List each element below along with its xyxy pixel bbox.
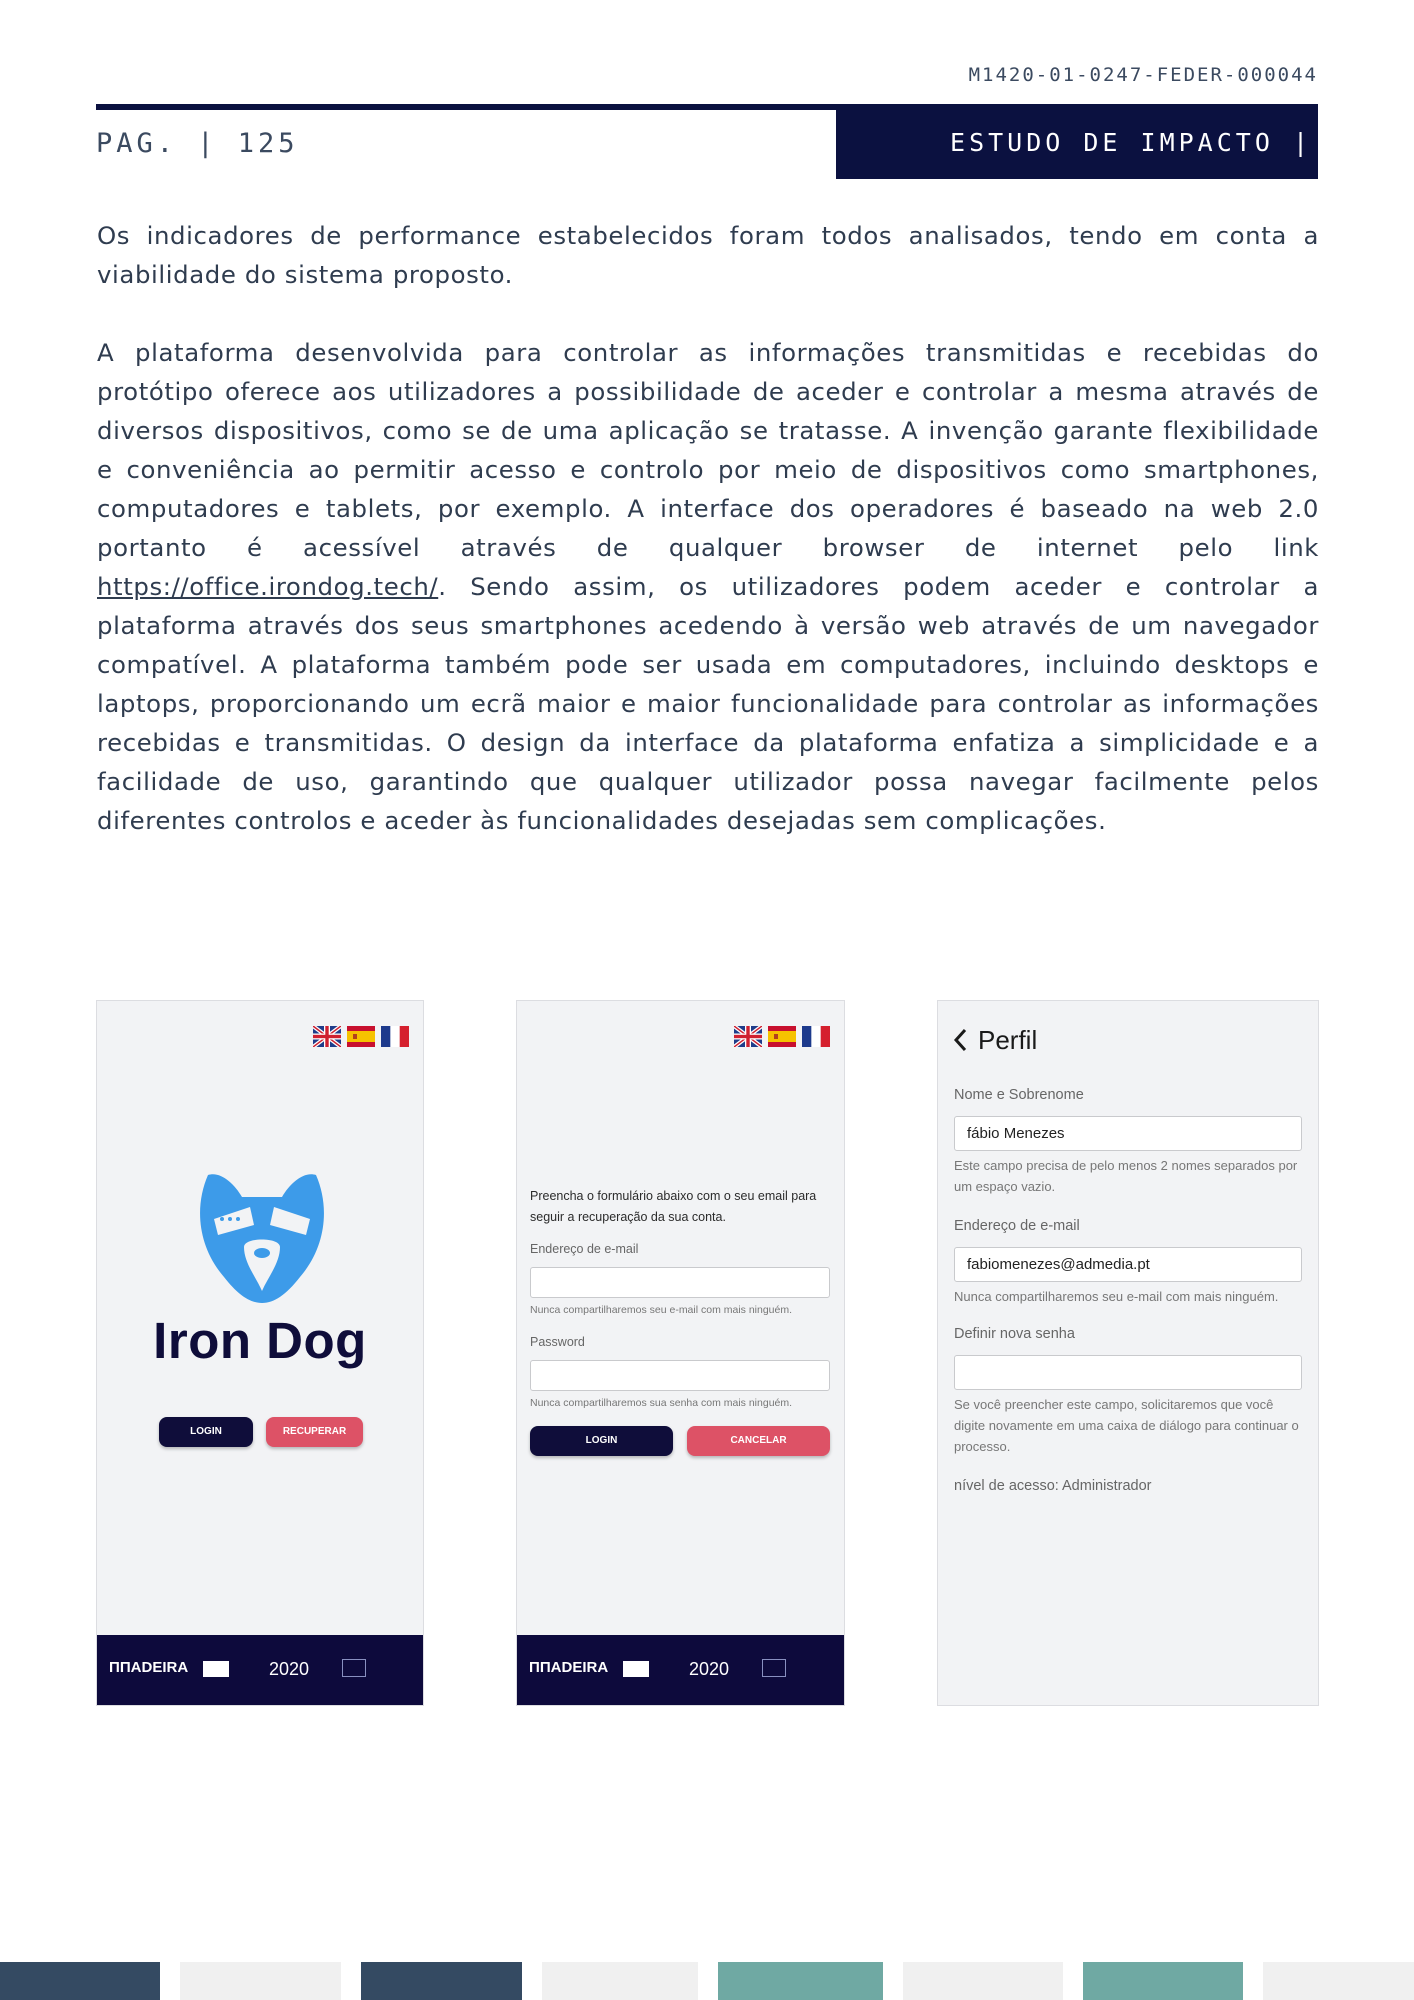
footer-block xyxy=(361,1962,522,2000)
platform-link[interactable]: https://office.irondog.tech/ xyxy=(97,572,439,601)
email-input[interactable] xyxy=(530,1267,830,1298)
footer-block xyxy=(903,1962,1063,2000)
brand-name: Iron Dog xyxy=(153,1312,367,1369)
portugal-2020-logo: 2020 xyxy=(689,1659,730,1679)
document-number: M1420-01-0247-FEDER-000044 xyxy=(968,64,1318,86)
password-help: Se você preencher este campo, solicitaremos que você digite novamente em uma caixa de diálogo para continuar o processo. xyxy=(954,1397,1299,1454)
madeira-logo: ΠΠADEIRA xyxy=(529,1659,609,1676)
recover-intro: Preencha o formulário abaixo com o seu email para seguir a recuperação da sua conta. xyxy=(530,1189,817,1224)
login-screen xyxy=(96,1000,424,1706)
language-flags xyxy=(313,1026,409,1047)
footer-block xyxy=(180,1962,341,2000)
uk-flag-icon[interactable] xyxy=(734,1026,762,1047)
eu-logo xyxy=(342,1659,366,1677)
recover-button[interactable]: RECUPERAR xyxy=(266,1417,363,1447)
email-label: Endereço de e-mail xyxy=(954,1218,1080,1234)
spain-flag-icon[interactable] xyxy=(347,1026,375,1047)
cancel-button[interactable]: CANCELAR xyxy=(687,1426,830,1456)
password-help: Nunca compartilharemos sua senha com mais ninguém. xyxy=(530,1397,793,1409)
password-label: Password xyxy=(530,1335,585,1349)
page-number: PAG. | 125 xyxy=(96,128,299,159)
email-label: Endereço de e-mail xyxy=(530,1242,639,1256)
email-help: Nunca compartilharemos seu e-mail com mais ninguém. xyxy=(530,1304,793,1316)
uk-flag-icon[interactable] xyxy=(313,1026,341,1047)
funding-footer xyxy=(97,1635,423,1705)
name-label: Nome e Sobrenome xyxy=(954,1087,1084,1103)
email-help: Nunca compartilharemos seu e-mail com mais ninguém. xyxy=(954,1289,1279,1304)
paragraph-platform-part1: A plataforma desenvolvida para controlar as informações transmitidas e recebidas do protótipo oferece aos utilizadores a possibilidade de aceder e controlar a mesma através de diversos dispositivos, como se de uma aplicação se tratasse. A invenção garante flexibilidade e conveniência ao permitir acesso e controlo por meio de dispositivos como smartphones, computadores e tablets, por exemplo. A interface dos operadores é baseado na web 2.0 portanto é acessível através de qualquer browser de internet pelo link xyxy=(97,338,1319,562)
section-title: ESTUDO DE IMPACTO | xyxy=(836,104,1318,179)
footer-block xyxy=(1263,1962,1414,2000)
new-password-label: Definir nova senha xyxy=(954,1326,1075,1342)
republic-logo xyxy=(623,1661,649,1677)
page-title: Perfil xyxy=(978,1025,1038,1055)
back-chevron-icon[interactable] xyxy=(952,1027,968,1053)
access-level: nível de acesso: Administrador xyxy=(954,1478,1152,1494)
footer-block xyxy=(718,1962,883,2000)
france-flag-icon[interactable] xyxy=(381,1026,409,1047)
eu-logo xyxy=(762,1659,786,1677)
footer-block xyxy=(1083,1962,1243,2000)
login-button[interactable]: LOGIN xyxy=(530,1426,673,1456)
new-password-input[interactable] xyxy=(954,1355,1302,1390)
paragraph-indicators: Os indicadores de performance estabelecidos foram todos analisados, tendo em conta a viabilidade do sistema proposto. xyxy=(97,221,1319,289)
login-button[interactable]: LOGIN xyxy=(159,1417,253,1447)
paragraph-platform xyxy=(97,333,1319,840)
name-input[interactable]: fábio Menezes xyxy=(954,1116,1302,1151)
spain-flag-icon[interactable] xyxy=(768,1026,796,1047)
email-input[interactable]: fabiomenezes@admedia.pt xyxy=(954,1247,1302,1282)
footer-block xyxy=(0,1962,160,2000)
paragraph-platform-part2: . Sendo assim, os utilizadores podem aceder e controlar a plataforma através dos seus smartphones acedendo à versão web através de um navegador compatível. A plataforma também pode ser usada em computadores, incluindo desktops e laptops, proporcionando um ecrã maior e maior funcionalidade para controlar as informações recebidas e transmitidas. O design da interface da plataforma enfatiza a simplicidade e a facilidade de uso, garantindo que qualquer utilizador possa navegar facilmente pelos diferentes controlos e aceder às funcionalidades desejadas sem complicações. xyxy=(97,572,1319,835)
language-flags xyxy=(734,1026,830,1047)
madeira-logo: ΠΠADEIRA xyxy=(109,1659,189,1676)
footer-block xyxy=(542,1962,698,2000)
portugal-2020-logo: 2020 xyxy=(269,1659,310,1679)
profile-screen xyxy=(937,1000,1319,1706)
name-help: Este campo precisa de pelo menos 2 nomes separados por um espaço vazio. xyxy=(954,1158,1298,1194)
recover-screen xyxy=(516,1000,845,1706)
france-flag-icon[interactable] xyxy=(802,1026,830,1047)
dog-logo-icon xyxy=(194,1167,330,1303)
password-input[interactable] xyxy=(530,1360,830,1391)
republic-logo xyxy=(203,1661,229,1677)
funding-footer xyxy=(517,1635,844,1705)
